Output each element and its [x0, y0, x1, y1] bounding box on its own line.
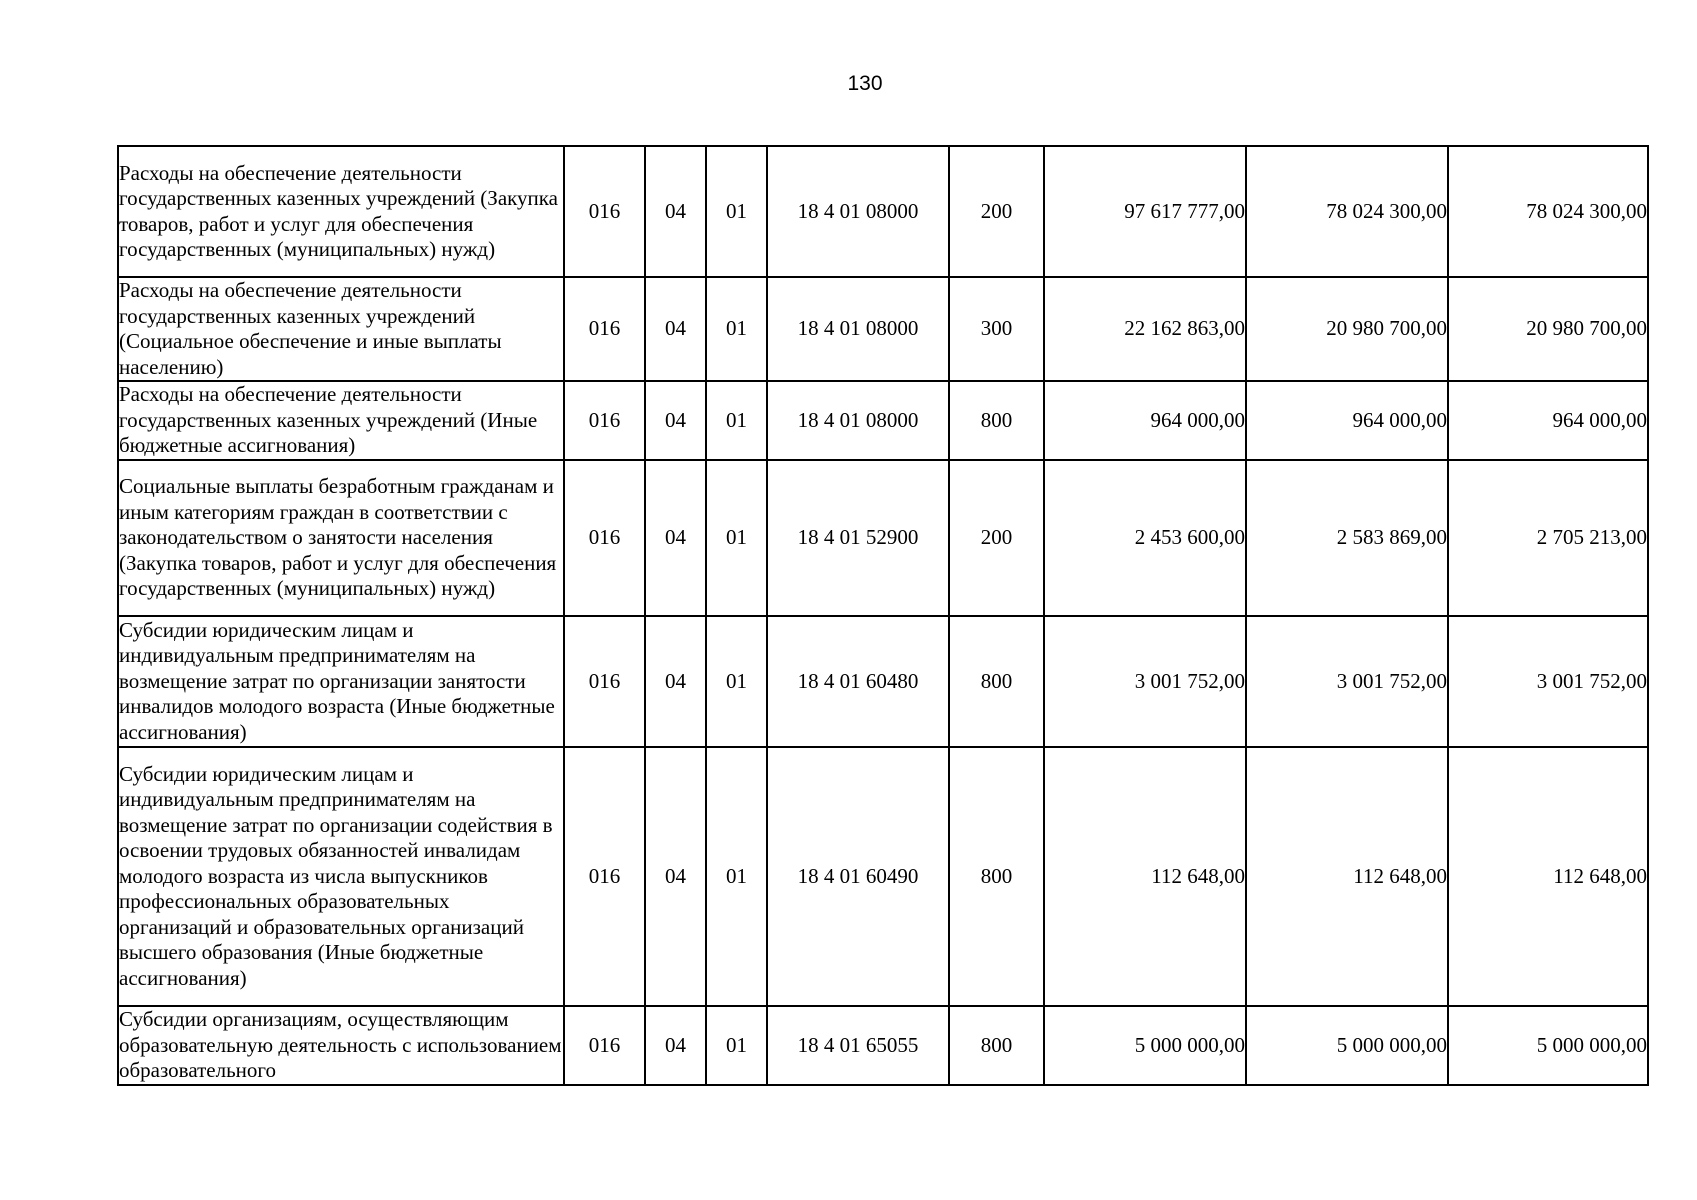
expense-type-code: 800	[949, 747, 1044, 1006]
ministry-code: 016	[564, 146, 645, 277]
subsection-code: 01	[706, 381, 767, 460]
amount-2: 3 001 752,00	[1246, 616, 1448, 747]
table-row	[118, 616, 1648, 747]
section-code: 04	[645, 747, 706, 1006]
amount-3: 78 024 300,00	[1448, 146, 1648, 277]
ministry-code: 016	[564, 460, 645, 616]
expense-type-code: 800	[949, 1006, 1044, 1085]
expense-type-code: 200	[949, 460, 1044, 616]
ministry-code: 016	[564, 381, 645, 460]
row-description: Расходы на обеспечение деятельности государственных казенных учреждений (Социальное обеспечение и иные выплаты населению)	[118, 277, 564, 381]
target-article-code: 18 4 01 60480	[767, 616, 949, 747]
row-description: Социальные выплаты безработным гражданам и иным категориям граждан в соответствии с законодательством о занятости населения (Закупка товаров, работ и услуг для обеспечения государственных (муниципальных) нужд)	[118, 460, 564, 616]
amount-2: 112 648,00	[1246, 747, 1448, 1006]
section-code: 04	[645, 460, 706, 616]
target-article-code: 18 4 01 60490	[767, 747, 949, 1006]
budget-expenses-table	[117, 145, 1649, 1086]
subsection-code: 01	[706, 277, 767, 381]
amount-3: 20 980 700,00	[1448, 277, 1648, 381]
expense-type-code: 200	[949, 146, 1044, 277]
section-code: 04	[645, 616, 706, 747]
amount-2: 964 000,00	[1246, 381, 1448, 460]
amount-1: 964 000,00	[1044, 381, 1246, 460]
subsection-code: 01	[706, 1006, 767, 1085]
row-description: Субсидии организациям, осуществляющим образовательную деятельность с использованием образовательного	[118, 1006, 564, 1085]
table-row	[118, 747, 1648, 1006]
target-article-code: 18 4 01 65055	[767, 1006, 949, 1085]
row-description: Субсидии юридическим лицам и индивидуальным предпринимателям на возмещение затрат по организации содействия в освоении трудовых обязанностей инвалидам молодого возраста из числа выпускников профессиональных образовательных организаций и образовательных организаций высшего образования (Иные бюджетные ассигнования)	[118, 747, 564, 1006]
page-number: 130	[847, 72, 883, 95]
subsection-code: 01	[706, 747, 767, 1006]
expense-type-code: 800	[949, 381, 1044, 460]
row-description: Субсидии юридическим лицам и индивидуальным предпринимателям на возмещение затрат по организации занятости инвалидов молодого возраста (Иные бюджетные ассигнования)	[118, 616, 564, 747]
section-code: 04	[645, 1006, 706, 1085]
expense-type-code: 800	[949, 616, 1044, 747]
amount-3: 112 648,00	[1448, 747, 1648, 1006]
amount-1: 2 453 600,00	[1044, 460, 1246, 616]
subsection-code: 01	[706, 460, 767, 616]
row-description: Расходы на обеспечение деятельности государственных казенных учреждений (Закупка товаров, работ и услуг для обеспечения государственных (муниципальных) нужд)	[118, 146, 564, 277]
amount-2: 2 583 869,00	[1246, 460, 1448, 616]
amount-1: 97 617 777,00	[1044, 146, 1246, 277]
amount-1: 112 648,00	[1044, 747, 1246, 1006]
amount-3: 2 705 213,00	[1448, 460, 1648, 616]
target-article-code: 18 4 01 08000	[767, 146, 949, 277]
target-article-code: 18 4 01 52900	[767, 460, 949, 616]
ministry-code: 016	[564, 277, 645, 381]
target-article-code: 18 4 01 08000	[767, 381, 949, 460]
ministry-code: 016	[564, 1006, 645, 1085]
amount-2: 78 024 300,00	[1246, 146, 1448, 277]
amount-3: 3 001 752,00	[1448, 616, 1648, 747]
amount-1: 3 001 752,00	[1044, 616, 1246, 747]
expense-type-code: 300	[949, 277, 1044, 381]
amount-1: 5 000 000,00	[1044, 1006, 1246, 1085]
row-description: Расходы на обеспечение деятельности государственных казенных учреждений (Иные бюджетные ассигнования)	[118, 381, 564, 460]
table-row	[118, 460, 1648, 616]
table-row	[118, 381, 1648, 460]
section-code: 04	[645, 277, 706, 381]
amount-1: 22 162 863,00	[1044, 277, 1246, 381]
amount-3: 5 000 000,00	[1448, 1006, 1648, 1085]
amount-3: 964 000,00	[1448, 381, 1648, 460]
subsection-code: 01	[706, 146, 767, 277]
section-code: 04	[645, 146, 706, 277]
table-row	[118, 277, 1648, 381]
amount-2: 20 980 700,00	[1246, 277, 1448, 381]
amount-2: 5 000 000,00	[1246, 1006, 1448, 1085]
section-code: 04	[645, 381, 706, 460]
table-row	[118, 146, 1648, 277]
ministry-code: 016	[564, 616, 645, 747]
subsection-code: 01	[706, 616, 767, 747]
ministry-code: 016	[564, 747, 645, 1006]
target-article-code: 18 4 01 08000	[767, 277, 949, 381]
table-row	[118, 1006, 1648, 1085]
